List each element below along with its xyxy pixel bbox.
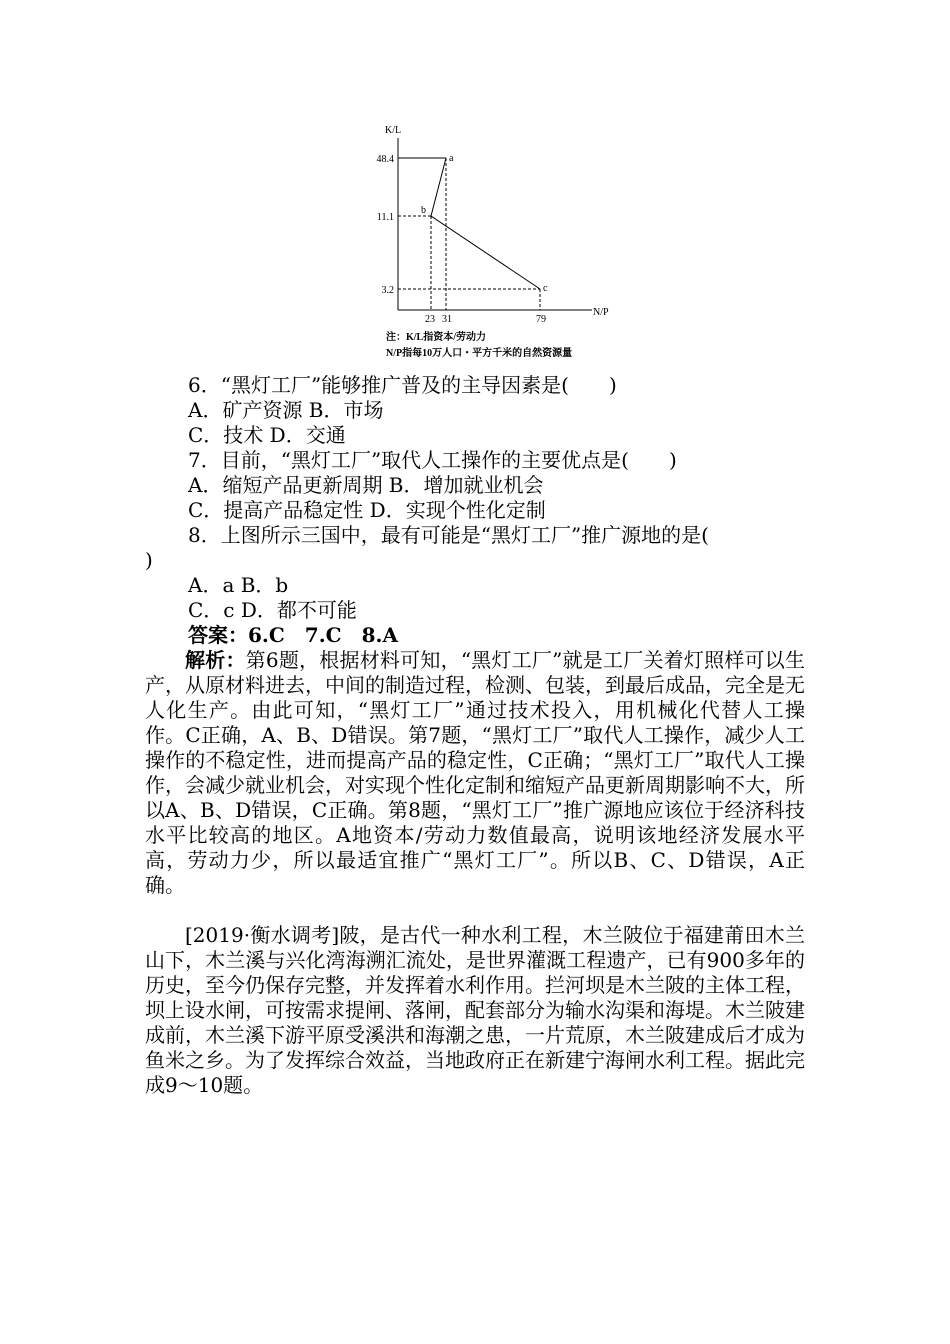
series-line	[431, 158, 540, 289]
question-7-options-ab: A．缩短产品更新周期 B．增加就业机会	[188, 473, 544, 497]
question-8: 8．上图所示三国中，最有可能是“黑灯工厂”推广源地的是(	[188, 523, 709, 547]
x-tick-23: 23	[425, 314, 435, 325]
question-7: 7．目前，“黑灯工厂”取代人工操作的主要优点是( )	[188, 448, 677, 472]
answer-line	[188, 623, 398, 648]
analysis-label: 解析：	[185, 648, 246, 672]
y-tick-3-2: 3.2	[381, 285, 394, 296]
chart-note-1: 注：K/L指资本/劳动力	[386, 332, 487, 343]
question-6: 6．“黑灯工厂”能够推广普及的主导因素是( )	[188, 373, 617, 397]
chart-note-2: N/P指每10万人口・平方千米的自然资源量	[386, 348, 573, 359]
point-label-a: a	[449, 153, 454, 164]
question-6-options-cd: C．技术 D．交通	[188, 423, 346, 447]
x-axis-label: N/P	[593, 307, 609, 318]
material-paragraph: [2019·衡水调考]陂，是古代一种水利工程，木兰陂位于福建莆田木兰山下，木兰溪与兴化湾海溯汇流处，是世界灌溉工程遗产，已有900多年的历史，至今仍保存完整，并发挥着水利作用。拦河坝是木兰陂的主体工程，坝上设水闸，可按需求提闸、落闸，配套部分为输水沟渠和海堤。木兰陂建成前，木兰溪下游平原受溪洪和海潮之患，一片荒原，木兰陂建成后才成为鱼米之乡。为了发挥综合效益，当地政府正在新建宁海闸水利工程。据此完成9～10题。	[145, 923, 805, 1097]
kl-np-chart	[360, 120, 630, 365]
y-axis-label: K/L	[385, 125, 402, 136]
question-8-options-ab: A．a B．b	[188, 573, 289, 597]
y-tick-48-4: 48.4	[376, 154, 394, 165]
point-label-c: c	[543, 283, 548, 294]
x-tick-31: 31	[442, 314, 452, 325]
answer-text: 6.C 7.C 8.A	[248, 623, 398, 647]
answer-label: 答案：	[188, 623, 248, 647]
question-8-continuation: )	[145, 548, 153, 572]
x-tick-79: 79	[536, 314, 546, 325]
analysis-text: 第6题，根据材料可知，“黑灯工厂”就是工厂关着灯照样可以生产，从原材料进去，中间的制造过程，检测、包装，到最后成品，完全是无人化生产。由此可知，“黑灯工厂”通过技术投入，用机械化代替人工操作。C正确，A、B、D错误。第7题，“黑灯工厂”取代人工操作，减少人工操作的不稳定性，进而提高产品的稳定性，C正确；“黑灯工厂”取代人工操作，会减少就业机会，对实现个性化定制和缩短产品更新周期影响不大，所以A、B、D错误，C正确。第8题，“黑灯工厂”推广源地应该位于经济科技水平比较高的地区。A地资本/劳动力数值最高，说明该地经济发展水平高，劳动力少，所以最适宜推广“黑灯工厂”。所以B、C、D错误，A正确。	[145, 648, 805, 897]
analysis-paragraph	[145, 648, 805, 898]
y-tick-11-1: 11.1	[376, 212, 394, 223]
question-7-options-cd: C．提高产品稳定性 D．实现个性化定制	[188, 498, 546, 522]
question-6-options-ab: A．矿产资源 B．市场	[188, 398, 384, 422]
point-label-b: b	[421, 205, 426, 216]
question-8-options-cd: C．c D．都不可能	[188, 598, 357, 622]
